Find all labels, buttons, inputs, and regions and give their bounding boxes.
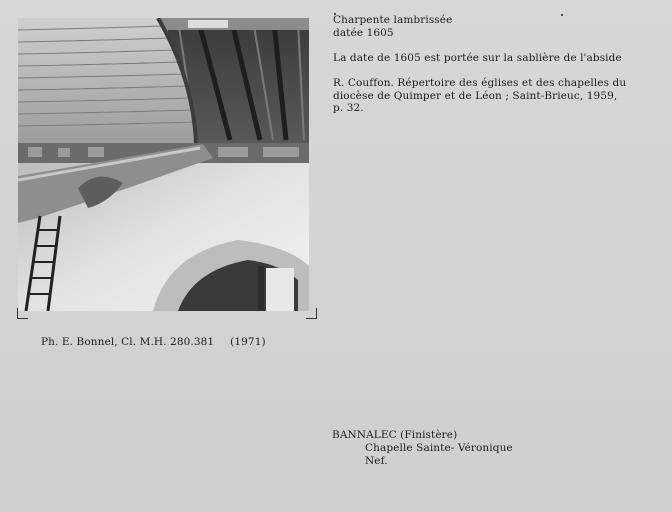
- location-part: Nef.: [365, 455, 388, 467]
- caption-title: [333, 14, 452, 40]
- photo-drawing: [18, 18, 309, 311]
- caption-line-2: datée 1605: [333, 27, 394, 39]
- ink-dot: [561, 14, 563, 16]
- photo-corner-mark-left: [17, 308, 28, 319]
- caption-line-1: Charpente lambrissée: [333, 14, 453, 26]
- photo-corner-mark-right: [306, 308, 317, 319]
- location-building: Chapelle Sainte- Véronique: [365, 442, 513, 454]
- photographer-credit: Ph. E. Bonnel, Cl. M.H. 280.381: [41, 336, 215, 348]
- reference-line-3: p. 32.: [333, 102, 364, 114]
- bibliographic-reference: [333, 77, 626, 115]
- location-block: [332, 429, 513, 468]
- photo-year: (1971): [230, 336, 266, 348]
- photo-credit: [41, 336, 266, 349]
- church-nave-photo: [18, 18, 309, 311]
- reference-line-2: diocèse de Quimper et de Léon ; Saint-Brieuc, 1959,: [333, 89, 618, 102]
- date-note: La date de 1605 est portée sur la sablière de l'abside: [333, 52, 622, 64]
- reference-line-1: R. Couffon. Répertoire des églises et des chapelles du: [333, 77, 627, 89]
- location-town: BANNALEC (Finistère): [332, 429, 458, 441]
